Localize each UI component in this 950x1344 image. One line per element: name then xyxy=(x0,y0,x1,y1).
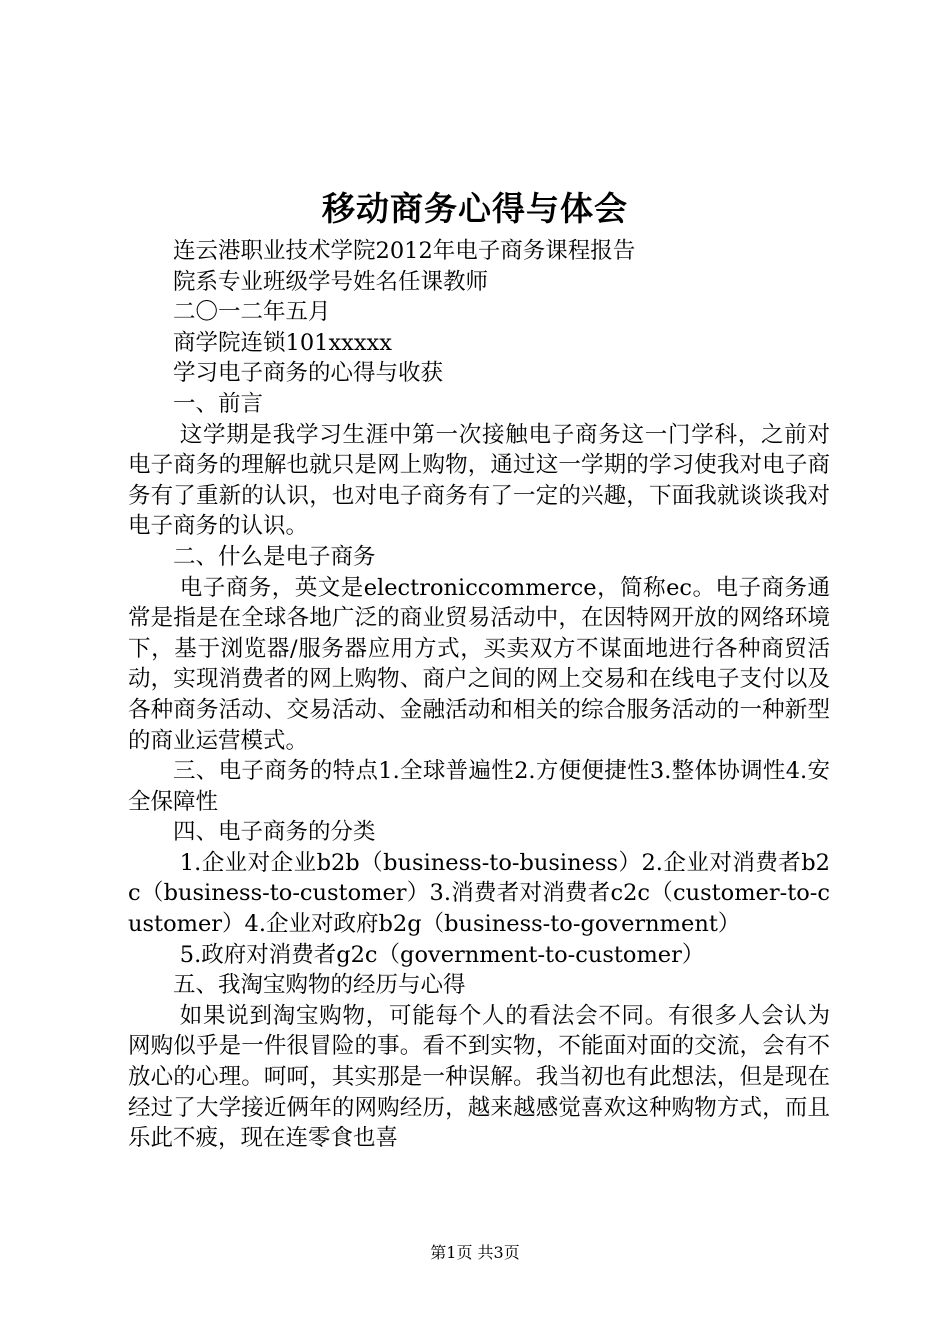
document-body xyxy=(128,236,830,1154)
paragraph-date: 二〇一二年五月 xyxy=(173,299,331,326)
paragraph-college-report: 连云港职业技术学院2012年电子商务课程报告 xyxy=(173,238,636,264)
paragraph-student-info: 院系专业班级学号姓名任课教师 xyxy=(173,268,489,295)
heading-preface: 一、前言 xyxy=(173,390,264,417)
heading-what-is-ec: 二、什么是电子商务 xyxy=(173,543,376,570)
page-number: 第1页 共3页 xyxy=(430,1243,520,1262)
heading-taobao: 五、我淘宝购物的经历与心得 xyxy=(173,972,466,999)
paragraph-ec-features: 三、电子商务的特点1.全球普遍性2.方便便捷性3.整体协调性4.安全保障性 xyxy=(128,758,830,815)
paragraph-subtitle: 学习电子商务的心得与收获 xyxy=(173,360,444,387)
paragraph-taobao: 如果说到淘宝购物，可能每个人的看法会不同。有很多人会认为网购似乎是一件很冒险的事。看不到实物，不能面对面的交流，会有不放心的心理。呵呵，其实那是一种误解。我当初也有此想法，但是现在经过了大学接近俩年的网购经历，越来越感觉喜欢这种购物方式，而且乐此不疲，现在连零食也喜 xyxy=(128,1002,830,1152)
paragraph-preface: 这学期是我学习生涯中第一次接触电子商务这一门学科，之前对电子商务的理解也就只是网上购物，通过这一学期的学习使我对电子商务有了重新的认识，也对电子商务有了一定的兴趣，下面我就谈谈我对电子商务的认识。 xyxy=(128,421,830,540)
document-title: 移动商务心得与体会 xyxy=(322,189,628,228)
paragraph-class-id: 商学院连锁101xxxxx xyxy=(173,329,392,356)
paragraph-ec-types-g2c: 5.政府对消费者g2c（government-to-customer） xyxy=(179,941,705,968)
heading-ec-types: 四、电子商务的分类 xyxy=(173,819,376,846)
paragraph-ec-types: 1.企业对企业b2b（business-to-business）2.企业对消费者b2c（business-to-customer）3.消费者对消费者c2c（customer-to-customer）4.企业对政府b2g（business-to-government） xyxy=(128,849,830,938)
paragraph-what-is-ec: 电子商务，英文是electroniccommerce，简称ec。电子商务通常是指是在全球各地广泛的商业贸易活动中，在因特网开放的网络环境下，基于浏览器/服务器应用方式，买卖双方不谋面地进行各种商贸活动，实现消费者的网上购物、商户之间的网上交易和在线电子支付以及各种商务活动、交易活动、金融活动和相关的综合服务活动的一种新型的商业运营模式。 xyxy=(128,574,830,754)
